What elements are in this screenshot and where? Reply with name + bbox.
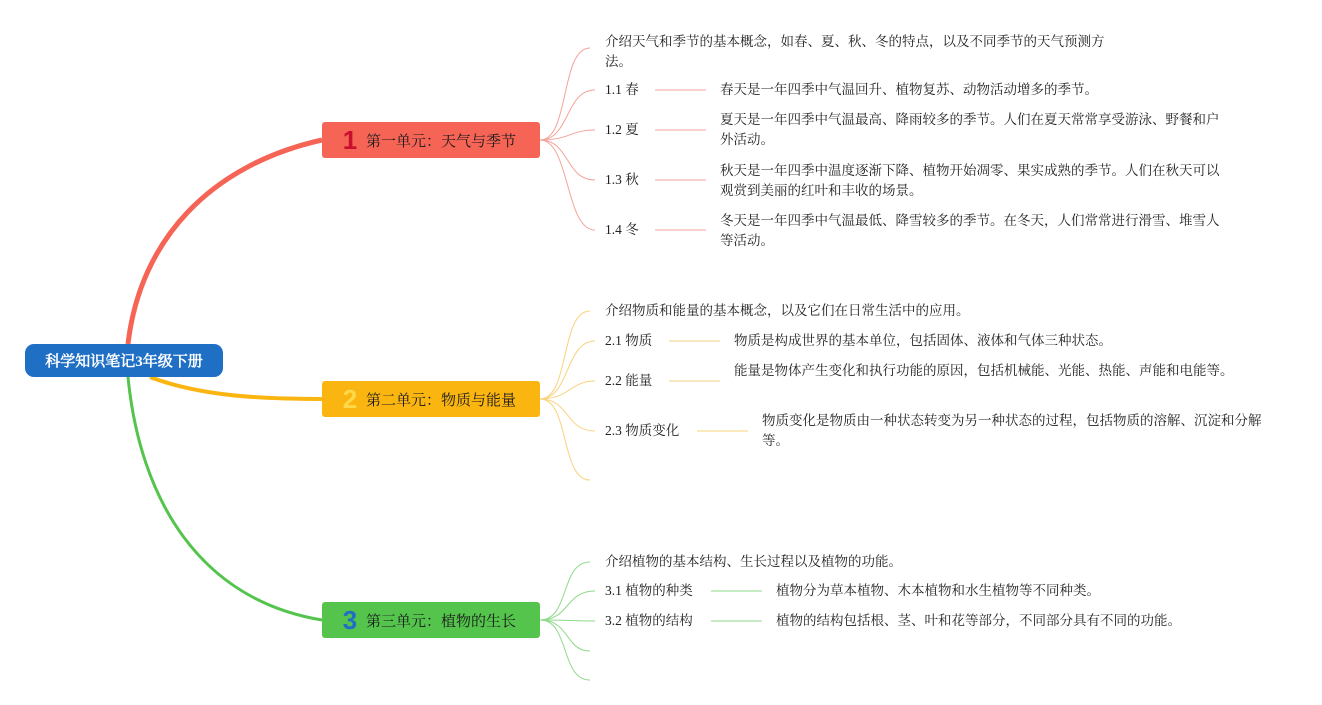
unit-1-title: 第一单元：天气与季节 xyxy=(366,133,517,150)
unit-2-description: 介绍物质和能量的基本概念，以及它们在日常生活中的应用。 xyxy=(605,303,970,318)
unit-1-node[interactable] xyxy=(322,122,540,158)
topic-1-4-detail: 冬天是一年四季中气温最低、降雪较多的季节。在冬天，人们常常进行滑雪、堆雪人等活动。 xyxy=(720,213,1220,248)
topic-3-1-detail: 植物分为草本植物、木本植物和水生植物等不同种类。 xyxy=(776,583,1100,598)
unit-1-number: 1 xyxy=(342,125,358,155)
branch-root-unit3 xyxy=(128,377,322,620)
unit-2-number: 2 xyxy=(342,384,358,414)
unit-2-title: 第二单元：物质与能量 xyxy=(366,392,517,409)
root-node[interactable]: 科学知识笔记3年级下册 xyxy=(25,344,223,377)
branch-root-unit1 xyxy=(128,140,322,344)
topic-2-2-label: 2.2 能量 xyxy=(605,373,653,388)
topic-3-1-label: 3.1 植物的种类 xyxy=(605,583,693,598)
topic-2-1-detail: 物质是构成世界的基本单位，包括固体、液体和气体三种状态。 xyxy=(734,333,1112,348)
topic-2-3-label: 2.3 物质变化 xyxy=(605,423,680,438)
unit-3-title: 第三单元：植物的生长 xyxy=(366,613,517,630)
topic-1-2-label: 1.2 夏 xyxy=(605,122,639,137)
unit-2-node[interactable] xyxy=(322,381,540,417)
topic-1-2-detail: 夏天是一年四季中气温最高、降雨较多的季节。人们在夏天常常享受游泳、野餐和户外活动。 xyxy=(720,112,1220,147)
branch-root-unit2 xyxy=(150,377,322,399)
topic-3-2-detail: 植物的结构包括根、茎、叶和花等部分，不同部分具有不同的功能。 xyxy=(776,613,1181,628)
topic-2-1-label: 2.1 物质 xyxy=(605,333,653,348)
topic-1-3-label: 1.3 秋 xyxy=(605,172,639,187)
topic-2-2-detail: 能量是物体产生变化和执行功能的原因，包括机械能、光能、热能、声能和电能等。 xyxy=(734,363,1234,378)
topic-1-1-label: 1.1 春 xyxy=(605,82,639,97)
unit-3-number: 3 xyxy=(342,605,358,635)
topic-1-4-label: 1.4 冬 xyxy=(605,222,639,237)
topic-3-2-label: 3.2 植物的结构 xyxy=(605,613,693,628)
unit-3-description: 介绍植物的基本结构、生长过程以及植物的功能。 xyxy=(605,554,902,569)
unit-3-node[interactable] xyxy=(322,602,540,638)
topic-1-3-detail: 秋天是一年四季中温度逐渐下降、植物开始凋零、果实成熟的季节。人们在秋天可以观赏到美丽的红叶和丰收的场景。 xyxy=(720,163,1220,198)
topic-2-3-detail: 物质变化是物质由一种状态转变为另一种状态的过程，包括物质的溶解、沉淀和分解等。 xyxy=(762,413,1262,448)
topic-1-1-detail: 春天是一年四季中气温回升、植物复苏、动物活动增多的季节。 xyxy=(720,82,1098,97)
unit-1-description: 介绍天气和季节的基本概念，如春、夏、秋、冬的特点，以及不同季节的天气预测方法。 xyxy=(605,34,1105,69)
